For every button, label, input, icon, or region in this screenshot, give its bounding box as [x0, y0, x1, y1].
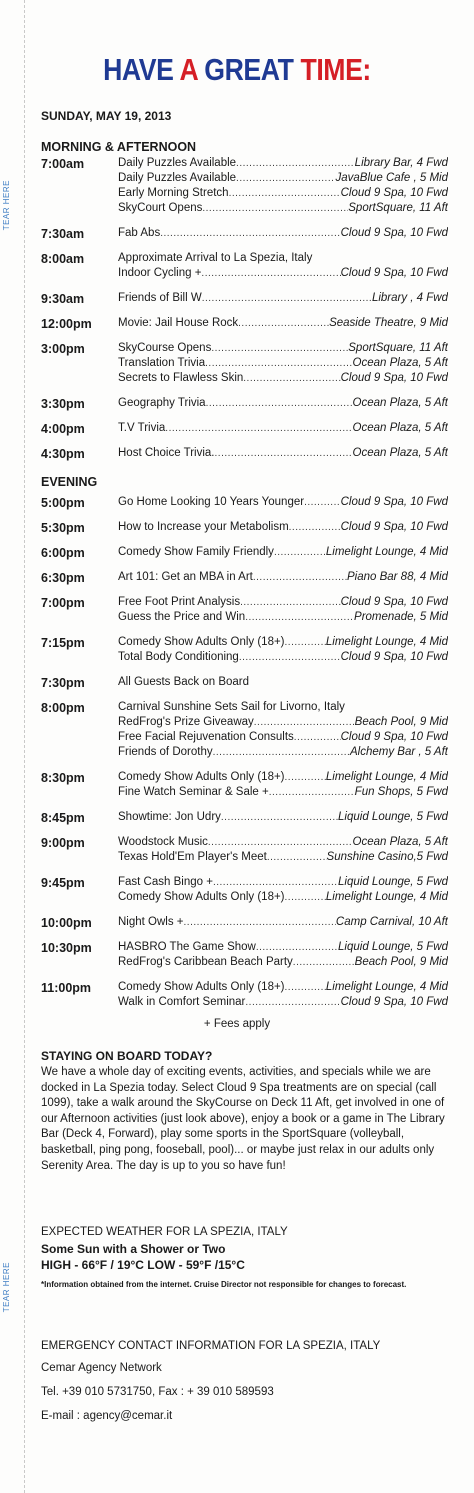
event-location: Fun Shops, 5 Fwd	[354, 786, 448, 798]
schedule-item	[118, 187, 448, 202]
event-name: SkyCourt Opens	[118, 202, 203, 214]
event-name: RedFrog's Prize Giveaway	[118, 716, 254, 728]
event-location: Sunshine Casino,5 Fwd	[326, 851, 448, 863]
event-location: Ocean Plaza, 5 Aft	[352, 397, 448, 409]
event-location: Cloud 9 Spa, 10 Fwd	[340, 731, 448, 743]
dot-leader	[205, 358, 352, 369]
event-location: Limelight Lounge, 4 Mid	[325, 891, 448, 903]
emergency-title: EMERGENCY CONTACT INFORMATION FOR LA SPEZIA, ITALY	[41, 1340, 381, 1352]
time-label: 5:00pm	[41, 496, 85, 510]
dot-leader	[184, 917, 336, 928]
schedule-item	[118, 771, 448, 786]
schedule-item	[118, 292, 448, 307]
event-location: Cloud 9 Spa, 10 Fwd	[340, 267, 448, 279]
event-location: Library , 4 Fwd	[371, 292, 448, 304]
event-name: Comedy Show Adults Only (18+)	[118, 636, 285, 648]
dot-leader	[253, 572, 347, 583]
schedule-item	[118, 317, 448, 332]
event-location: Beach Pool, 9 Mid	[354, 956, 448, 968]
dot-leader	[202, 293, 372, 304]
schedule-date: SUNDAY, MAY 19, 2013	[41, 109, 172, 123]
event-name: Fast Cash Bingo +	[118, 876, 213, 888]
event-name: Comedy Show Adults Only (18+)	[118, 891, 285, 903]
event-name: Comedy Show Adults Only (18+)	[118, 771, 285, 783]
event-location: Liquid Lounge, 5 Fwd	[338, 876, 448, 888]
event-name: Guess the Price and Win	[118, 611, 246, 623]
event-location: Beach Pool, 9 Mid	[354, 716, 448, 728]
staying-on-board-text: We have a whole day of exciting events, activities, and specials while we are docked in La Spezia today. Select Cloud 9 Spa treatments are on special (call 1099), take a walk around the SkyCourse on Deck 11 Aft, get involved in one of our Afternoon activities (just look above), enjoy a book or a game in The Library Bar (Deck 4, Forward), play some sports in the SportSquare (volleyball, basketball, ping pong, fooseball, pool)... or maybe just relax in our adults only Serenity Area. The day is up to you so have fun!	[41, 1066, 445, 1172]
weather-summary: Some Sun with a Shower or Two	[41, 1242, 226, 1256]
time-label: 12:00pm	[41, 317, 92, 331]
event-location: Ocean Plaza, 5 Aft	[352, 422, 448, 434]
time-label: 9:45pm	[41, 876, 85, 890]
event-location: Camp Carnival, 10 Aft	[335, 916, 448, 928]
event-location: Limelight Lounge, 4 Mid	[325, 546, 448, 558]
event-location: Limelight Lounge, 4 Mid	[325, 771, 448, 783]
section-heading-evening: EVENING	[41, 475, 98, 489]
time-label: 10:30pm	[41, 941, 92, 955]
event-name: Walk in Comfort Seminar	[118, 996, 246, 1008]
event-location: Alchemy Bar , 5 Aft	[350, 746, 448, 758]
time-label: 7:30am	[41, 227, 85, 241]
schedule-item	[118, 916, 448, 931]
event-name: Woodstock Music	[118, 836, 208, 848]
dot-leader	[285, 982, 326, 993]
staying-on-board-title: STAYING ON BOARD TODAY?	[41, 1049, 213, 1063]
page-title: HAVE A GREAT TIME:	[103, 52, 371, 87]
time-label: 5:30pm	[41, 521, 85, 535]
event-name: Art 101: Get an MBA in Art	[118, 571, 253, 583]
dot-leader	[239, 652, 341, 663]
time-label: 7:00pm	[41, 596, 85, 610]
dot-leader	[285, 892, 326, 903]
schedule-item	[118, 227, 448, 242]
event-name: Fine Watch Seminar & Sale +	[118, 786, 269, 798]
schedule-item	[118, 676, 448, 691]
time-label: 9:30am	[41, 292, 85, 306]
dot-leader	[208, 837, 353, 848]
event-name: RedFrog's Caribbean Beach Party	[118, 956, 293, 968]
dot-leader	[240, 597, 341, 608]
dot-leader	[201, 268, 340, 279]
schedule-item	[118, 836, 448, 851]
time-label: 4:00pm	[41, 422, 85, 436]
time-label: 7:15pm	[41, 636, 85, 650]
schedule-item	[118, 571, 448, 586]
event-location: Cloud 9 Spa, 10 Fwd	[340, 227, 448, 239]
event-name: Comedy Show Family Friendly	[118, 546, 274, 558]
event-location: Promenade, 5 Mid	[354, 611, 448, 623]
schedule-item	[118, 941, 448, 956]
schedule-item	[118, 202, 448, 217]
schedule-item	[118, 651, 448, 666]
time-label: 7:30pm	[41, 676, 85, 690]
dot-leader	[285, 772, 326, 783]
perforation-line	[24, 0, 25, 1493]
schedule-item	[118, 956, 448, 971]
dot-leader	[269, 787, 355, 798]
schedule-item	[118, 447, 448, 462]
event-name: Indoor Cycling +	[118, 267, 202, 279]
schedule-item	[118, 811, 448, 826]
event-location: Limelight Lounge, 4 Mid	[325, 636, 448, 648]
schedule-item	[118, 372, 448, 387]
schedule-item	[118, 701, 448, 716]
dot-leader	[213, 877, 338, 888]
dot-leader	[254, 717, 355, 728]
event-location: Piano Bar 88, 4 Mid	[346, 571, 448, 583]
schedule-item	[118, 731, 448, 746]
event-location: Cloud 9 Spa, 10 Fwd	[340, 496, 448, 508]
event-name: Friends of Bill W	[118, 292, 202, 304]
dot-leader	[245, 612, 354, 623]
event-name: Go Home Looking 10 Years Younger	[118, 496, 305, 508]
time-label: 8:30pm	[41, 771, 85, 785]
dot-leader	[245, 997, 340, 1008]
tear-here-label: TEAR HERE	[2, 1262, 11, 1313]
time-label: 3:30pm	[41, 397, 85, 411]
schedule-item	[118, 342, 448, 357]
event-location: Cloud 9 Spa, 10 Fwd	[340, 187, 448, 199]
dot-leader	[236, 173, 335, 184]
dot-leader	[202, 203, 348, 214]
time-label: 7:00am	[41, 157, 85, 171]
event-name: Approximate Arrival to La Spezia, Italy	[118, 252, 313, 264]
schedule-item	[118, 172, 448, 187]
event-name: Free Facial Rejuvenation Consults	[118, 731, 294, 743]
schedule-item	[118, 746, 448, 761]
event-name: Carnival Sunshine Sets Sail for Livorno, Italy	[118, 701, 345, 713]
event-name: Secrets to Flawless Skin	[118, 372, 244, 384]
section-heading-morning: MORNING & AFTERNOON	[41, 140, 197, 154]
time-label: 6:30pm	[41, 571, 85, 585]
event-name: SkyCourse Opens	[118, 342, 212, 354]
schedule-item	[118, 786, 448, 801]
schedule-item	[118, 716, 448, 731]
event-name: Night Owls +	[118, 916, 184, 928]
event-name: Total Body Conditioning	[118, 651, 239, 663]
time-label: 6:00pm	[41, 546, 85, 560]
schedule-item	[118, 157, 448, 172]
schedule-item	[118, 422, 448, 437]
event-location: Cloud 9 Spa, 10 Fwd	[340, 651, 448, 663]
dot-leader	[206, 398, 353, 409]
event-location: SportSquare, 11 Aft	[348, 342, 448, 354]
schedule-item	[118, 611, 448, 626]
event-name: Host Choice Trivia.	[118, 447, 215, 459]
dot-leader	[293, 957, 355, 968]
event-name: Translation Trivia	[118, 357, 206, 369]
schedule-item	[118, 357, 448, 372]
event-name: Daily Puzzles Available	[118, 157, 237, 169]
event-name: Daily Puzzles Available	[118, 172, 237, 184]
time-label: 3:00pm	[41, 342, 85, 356]
dot-leader	[213, 747, 350, 758]
event-location: JavaBlue Cafe , 5 Mid	[335, 172, 448, 184]
schedule-item	[118, 267, 448, 282]
dot-leader	[289, 522, 341, 533]
emergency-phone: Tel. +39 010 5731750, Fax : + 39 010 589593	[41, 1386, 274, 1398]
dot-leader	[294, 732, 341, 743]
dot-leader	[304, 497, 341, 508]
schedule-item	[118, 397, 448, 412]
event-location: Ocean Plaza, 5 Aft	[352, 447, 448, 459]
event-name: Texas Hold'Em Player's Meet	[118, 851, 267, 863]
event-location: Library Bar, 4 Fwd	[354, 157, 448, 169]
dot-leader	[256, 942, 338, 953]
event-name: Early Morning Stretch	[118, 187, 229, 199]
schedule-item	[118, 521, 448, 536]
time-label: 4:30pm	[41, 447, 85, 461]
dot-leader	[243, 373, 340, 384]
schedule-item	[118, 496, 448, 511]
dot-leader	[267, 852, 327, 863]
dot-leader	[211, 343, 348, 354]
schedule-item	[118, 596, 448, 611]
event-location: Cloud 9 Spa, 10 Fwd	[340, 996, 448, 1008]
dot-leader	[238, 318, 329, 329]
time-label: 8:00pm	[41, 701, 85, 715]
event-location: SportSquare, 11 Aft	[348, 202, 448, 214]
emergency-agency: Cemar Agency Network	[41, 1362, 162, 1374]
event-location: Ocean Plaza, 5 Aft	[352, 836, 448, 848]
weather-temperatures: HIGH - 66°F / 19°C LOW - 59°F /15°C	[41, 1258, 245, 1272]
event-name: T.V Trivia	[118, 422, 166, 434]
schedule-item	[118, 996, 448, 1011]
event-location: Limelight Lounge, 4 Mid	[325, 981, 448, 993]
schedule-item	[118, 546, 448, 561]
dot-leader	[165, 423, 352, 434]
event-location: Cloud 9 Spa, 10 Fwd	[340, 521, 448, 533]
dot-leader	[236, 158, 355, 169]
time-label: 8:45pm	[41, 811, 85, 825]
event-location: Ocean Plaza, 5 Aft	[352, 357, 448, 369]
event-name: Friends of Dorothy	[118, 746, 213, 758]
event-name: How to Increase your Metabolism	[118, 521, 289, 533]
dot-leader	[285, 637, 326, 648]
event-name: Comedy Show Adults Only (18+)	[118, 981, 285, 993]
time-label: 11:00pm	[41, 981, 92, 995]
weather-disclaimer: *Information obtained from the internet. Cruise Director not responsible for changes to forecast.	[41, 1280, 407, 1289]
dot-leader	[160, 228, 340, 239]
event-name: All Guests Back on Board	[118, 676, 250, 688]
event-name: Geography Trivia	[118, 397, 206, 409]
event-name: HASBRO The Game Show	[118, 941, 256, 953]
event-location: Seaside Theatre, 9 Mid	[329, 317, 448, 329]
time-label: 9:00pm	[41, 836, 85, 850]
schedule-item	[118, 981, 448, 996]
schedule-item	[118, 851, 448, 866]
event-name: Fab Abs	[118, 227, 161, 239]
event-location: Liquid Lounge, 5 Fwd	[338, 811, 448, 823]
weather-title: EXPECTED WEATHER FOR LA SPEZIA, ITALY	[41, 1226, 288, 1238]
tear-here-label: TEAR HERE	[2, 180, 11, 231]
fees-note: + Fees apply	[203, 1018, 271, 1030]
event-location: Cloud 9 Spa, 10 Fwd	[340, 372, 448, 384]
schedule-item	[118, 636, 448, 651]
schedule-item	[118, 252, 448, 267]
dot-leader	[229, 188, 341, 199]
dot-leader	[215, 448, 353, 459]
event-name: Showtime: Jon Udry	[118, 811, 221, 823]
schedule-item	[118, 876, 448, 891]
event-location: Cloud 9 Spa, 10 Fwd	[340, 596, 448, 608]
dot-leader	[221, 812, 338, 823]
dot-leader	[274, 547, 326, 558]
event-name: Free Foot Print Analysis	[118, 596, 241, 608]
time-label: 8:00am	[41, 252, 85, 266]
emergency-email: E-mail : agency@cemar.it	[41, 1410, 173, 1422]
schedule-item	[118, 891, 448, 906]
event-location: Liquid Lounge, 5 Fwd	[338, 941, 448, 953]
event-name: Movie: Jail House Rock	[118, 317, 239, 329]
time-label: 10:00pm	[41, 916, 92, 930]
